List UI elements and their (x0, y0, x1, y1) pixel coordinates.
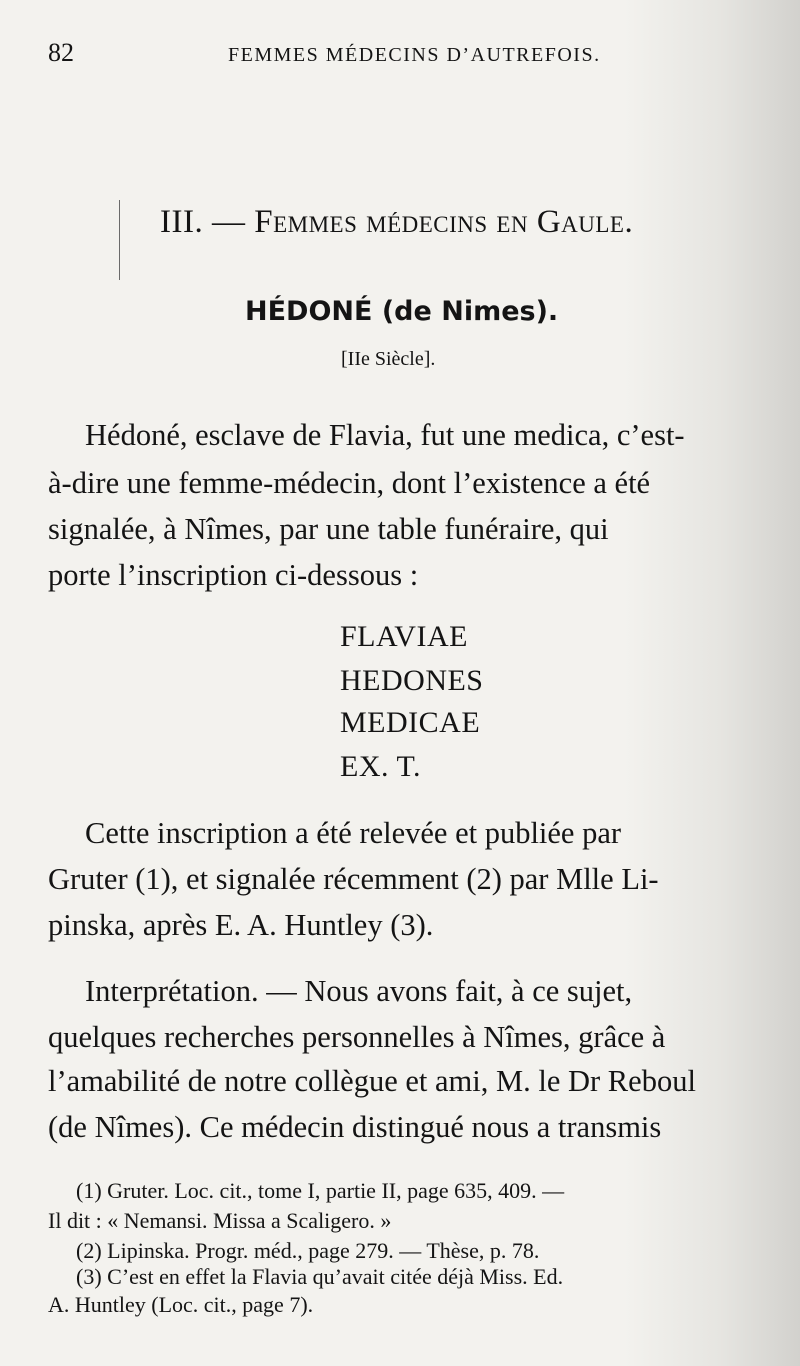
subject-title: HÉDONÉ (de Nimes). (245, 296, 559, 327)
margin-mark (119, 200, 120, 280)
text-line: Interprétation. — Nous avons fait, à ce sujet, (85, 974, 633, 1008)
running-head (48, 38, 748, 78)
footnote-line: (3) C’est en effet la Flavia qu’avait citée déjà Miss. Ed. (76, 1264, 564, 1289)
century-label: [IIe Siècle]. (341, 348, 436, 370)
footnote-line: A. Huntley (Loc. cit., page 7). (48, 1292, 314, 1317)
text-line: l’amabilité de notre collègue et ami, M. le Dr Reboul (48, 1064, 696, 1098)
text-line: Cette inscription a été relevée et publiée par (85, 816, 622, 850)
inscription-line: EX. T. (340, 750, 422, 783)
text-line: Gruter (1), et signalée récemment (2) par Mlle Li- (48, 862, 659, 896)
inscription-line: MEDICAE (340, 706, 481, 739)
footnote-line: (1) Gruter. Loc. cit., tome I, partie II, page 635, 409. — (76, 1178, 565, 1203)
footnote-line: (2) Lipinska. Progr. méd., page 279. — Thèse, p. 78. (76, 1238, 540, 1263)
text-line: (de Nîmes). Ce médecin distingué nous a transmis (48, 1110, 662, 1144)
text-line: pinska, après E. A. Huntley (3). (48, 908, 434, 942)
inscription-line: FLAVIAE (340, 620, 468, 653)
section-title: III. — Femmes médecins en Gaule. (160, 204, 634, 240)
running-title: FEMMES MÉDECINS D’AUTREFOIS. (228, 44, 601, 66)
text-line: à-dire une femme-médecin, dont l’existence a été (48, 466, 651, 500)
page-number: 82 (48, 38, 74, 67)
inscription-line: HEDONES (340, 664, 484, 697)
text-line: Hédoné, esclave de Flavia, fut une medica, c’est- (85, 418, 685, 452)
text-line: porte l’inscription ci-dessous : (48, 558, 419, 592)
text-line: signalée, à Nîmes, par une table funéraire, qui (48, 512, 609, 546)
footnote-line: Il dit : « Nemansi. Missa a Scaligero. » (48, 1208, 392, 1233)
text-line: quelques recherches personnelles à Nîmes, grâce à (48, 1020, 666, 1054)
